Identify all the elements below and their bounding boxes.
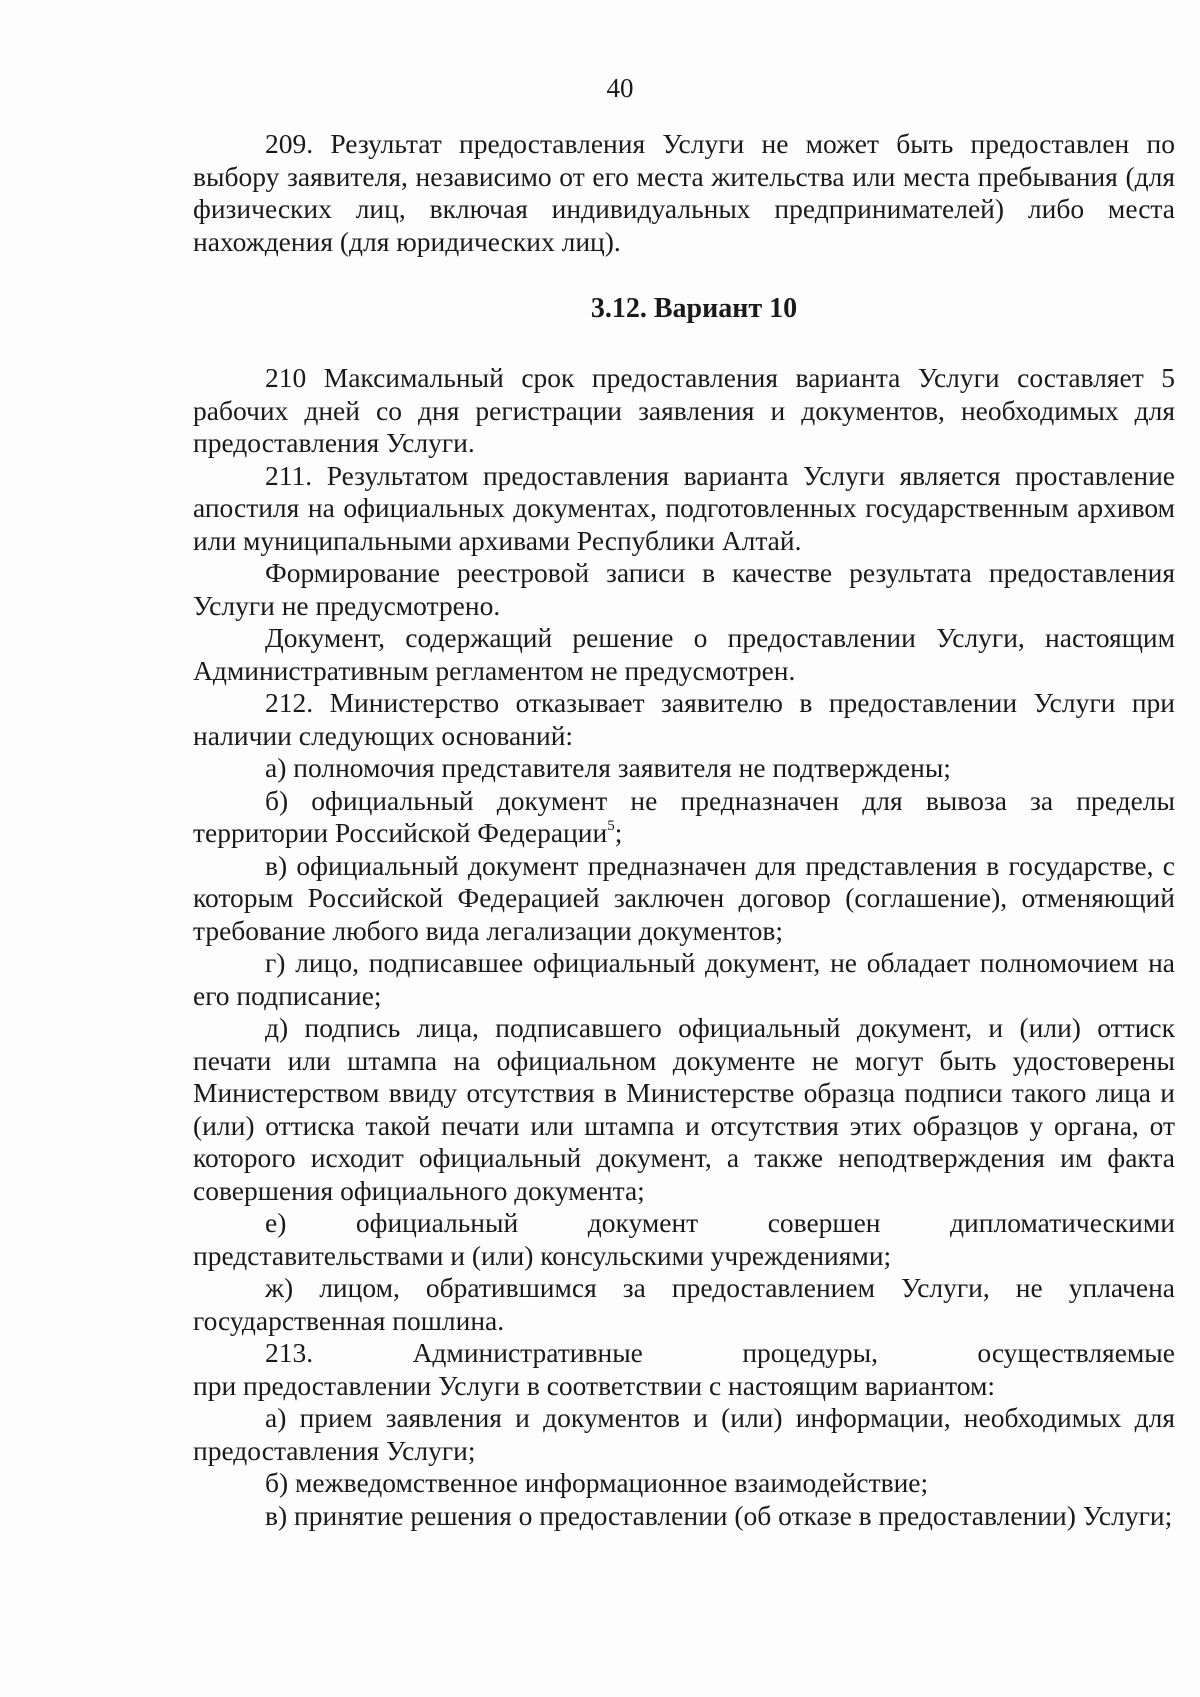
page-number: 40 [606, 73, 634, 103]
paragraph-213-rest: при предоставлении Услуги в соответствии с настоящим вариантом: [193, 1369, 996, 1401]
paragraph-211: 211. Результатом предоставления варианта Услуги является проставление апостиля на официальных документах, подготовленных государственным архивом или муниципальными архивами Республики Алтай. [193, 459, 1175, 556]
procedure-item-a: а) прием заявления и документов и (или) информации, необходимых для предоставления Услуги; [193, 1402, 1175, 1466]
list-item-zh: ж) лицом, обратившимся за предоставлением Услуги, не уплачена государственная пошлина. [193, 1272, 1175, 1336]
paragraph-212: 212. Министерство отказывает заявителю в предоставлении Услуги при наличии следующих оснований: [193, 687, 1175, 751]
list-item-v: в) официальный документ предназначен для представления в государстве, с которым Российской Федерацией заключен договор (соглашение), отменяющий требование любого вида легализации документов; [193, 849, 1175, 946]
list-item-e: е) официальный документ совершен дипломатическими представительствами и (или) консульскими учреждениями; [193, 1207, 1175, 1271]
document-body [193, 128, 1175, 1532]
list-item-b [193, 785, 1175, 850]
paragraph-209: 209. Результат предоставления Услуги не может быть предоставлен по выбору заявителя, независимо от его места жительства или места пребывания (для физических лиц, включая индивидуальных предпринимателей) либо места нахождения (для юридических лиц). [193, 128, 1175, 257]
procedure-item-v: в) принятие решения о предоставлении (об отказе в предоставлении) Услуги; [265, 1499, 1173, 1531]
list-item-b-tail: ; [614, 817, 623, 848]
section-after-heading [193, 362, 1175, 1532]
section-heading: 3.12. Вариант 10 [590, 293, 798, 324]
list-item-d: д) подпись лица, подписавшего официальный документ, и (или) оттиск печати или штампа на официальном документе не могут быть удостоверены Министерством ввиду отсутствия в Министерстве образца подписи такого лица и (или) оттиска такой печати или штампа и отсутствия этих образцов у органа, от которого исходит официальный документ, а также неподтверждения им факта совершения официального документа; [193, 1012, 1175, 1206]
paragraph-210: 210 Максимальный срок предоставления варианта Услуги составляет 5 рабочих дней со дня регистрации заявления и документов, необходимых для предоставления Услуги. [193, 362, 1175, 458]
list-item-a: а) полномочия представителя заявителя не подтверждены; [265, 752, 951, 783]
paragraph-213-first-line: 213. Административные процедуры, осуществляемые [265, 1337, 1175, 1368]
paragraph-registry-record: Формирование реестровой записи в качестве результата предоставления Услуги не предусмотрено. [193, 557, 1175, 621]
section-before-heading [193, 128, 1175, 258]
footnote-mark: 5 [607, 818, 615, 834]
procedure-item-b: б) межведомственное информационное взаимодействие; [265, 1467, 929, 1498]
list-item-g: г) лицо, подписавшее официальный документ, не обладает полномочием на его подписание; [193, 947, 1175, 1011]
list-item-b-text: б) официальный документ не предназначен для вывоза за пределы территории Российской Федерации [193, 784, 1175, 848]
paragraph-decision-document: Документ, содержащий решение о предоставлении Услуги, настоящим Административным регламентом не предусмотрен. [193, 622, 1175, 686]
